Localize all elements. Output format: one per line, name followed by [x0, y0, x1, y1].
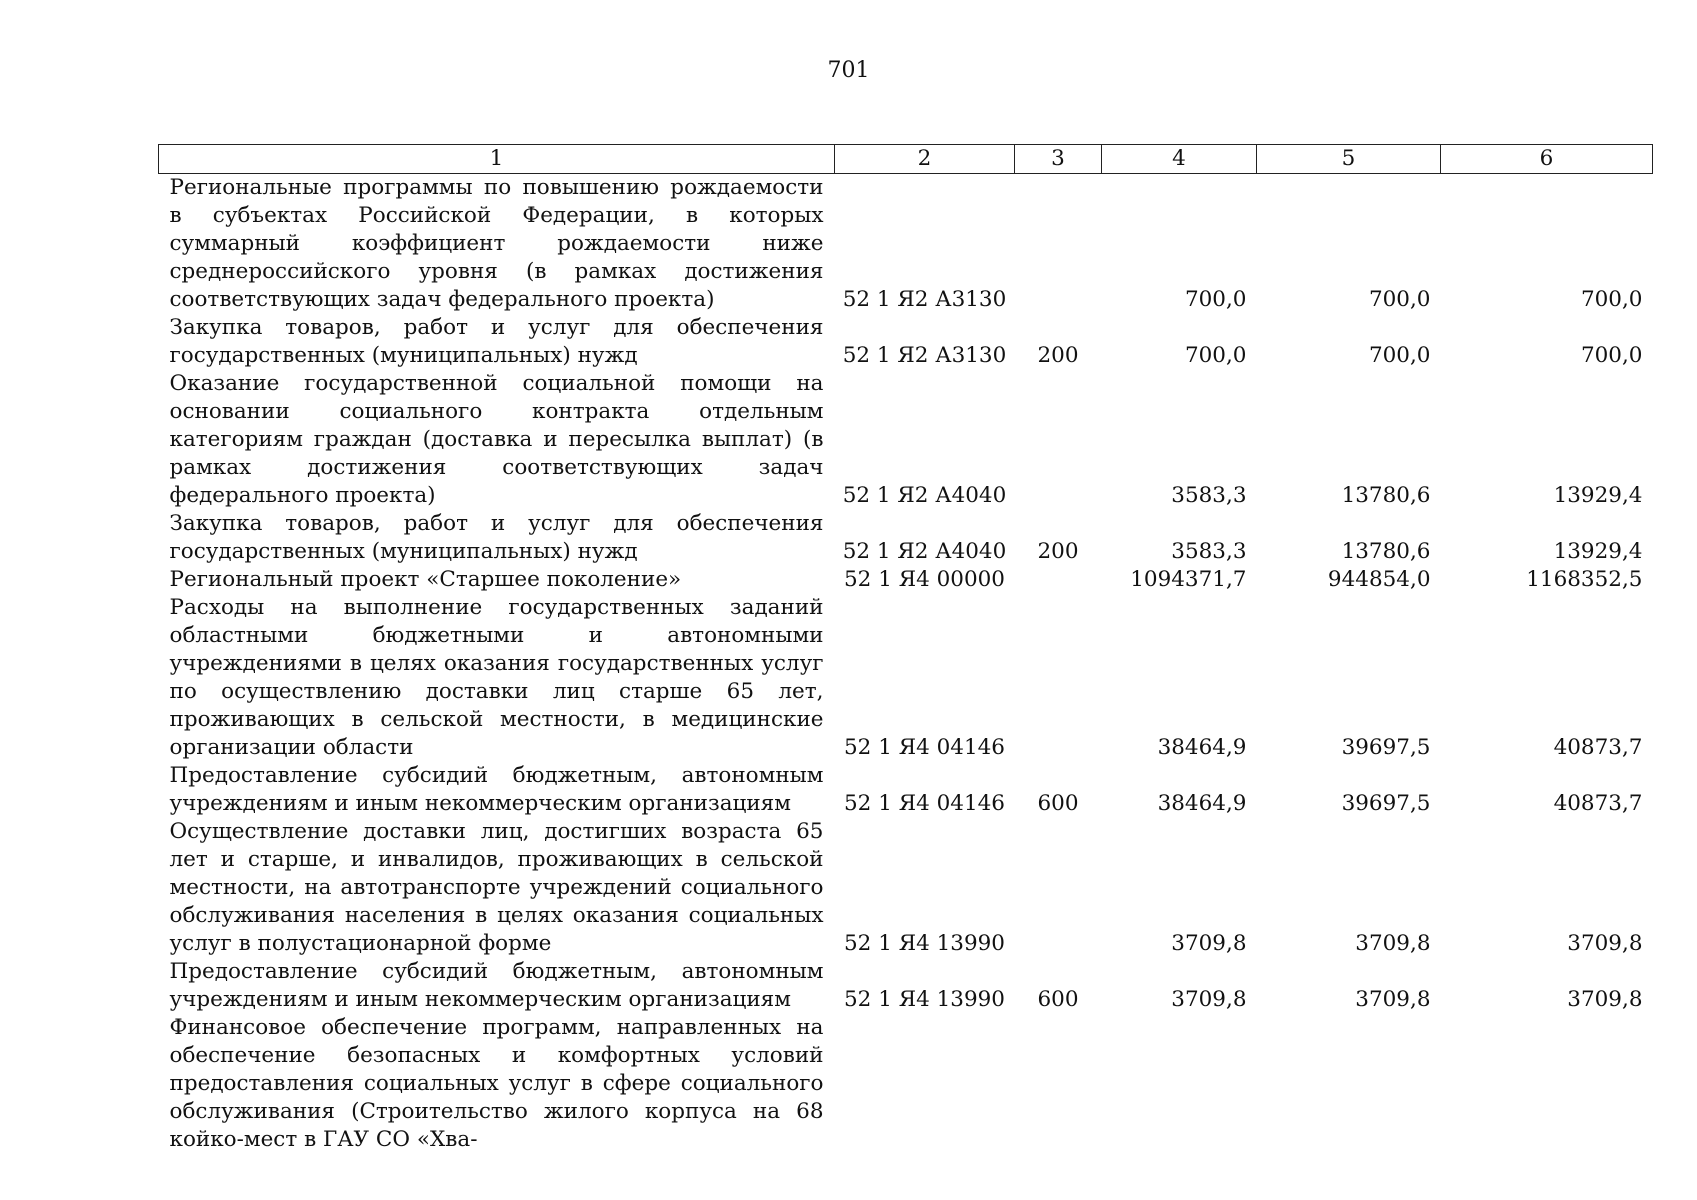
- budget-table: [158, 144, 1653, 1154]
- row-value-4: 38464,9: [1157, 791, 1247, 816]
- table-row: [159, 762, 1653, 818]
- column-header-3: 3: [1015, 145, 1102, 174]
- row-value-4: 700,0: [1184, 343, 1247, 368]
- row-code: 52 1 Я2 А3130: [842, 287, 1007, 312]
- row-name: Финансовое обеспечение программ, направленных на обеспечение безопасных и комфортных условий предоставления социальных услуг в сфере социального обслуживания (Строительство жилого корпуса на 68 койко-мест в ГАУ СО «Хва-: [169, 1015, 824, 1152]
- row-expense-type: [1015, 818, 1102, 958]
- row-code: 52 1 Я4 04146: [844, 791, 1005, 816]
- row-value-4: 700,0: [1184, 287, 1247, 312]
- table-row: [159, 370, 1653, 510]
- table-row: [159, 958, 1653, 1014]
- page-number: 701: [827, 58, 870, 83]
- table-row: [159, 510, 1653, 566]
- row-expense-type: [1015, 594, 1102, 762]
- row-value-6: 700,0: [1580, 343, 1643, 368]
- column-header-4: 4: [1102, 145, 1257, 174]
- row-code: [835, 1014, 1015, 1154]
- row-expense-type: [1015, 370, 1102, 510]
- row-value-4: 38464,9: [1157, 735, 1247, 760]
- row-value-5: 700,0: [1368, 287, 1431, 312]
- row-value-6: 3709,8: [1567, 987, 1643, 1012]
- table-row: [159, 314, 1653, 370]
- column-header-2: 2: [835, 145, 1015, 174]
- row-code: 52 1 Я4 04146: [844, 735, 1005, 760]
- row-value-4: 1094371,7: [1130, 567, 1247, 592]
- table-header-row: [159, 145, 1653, 174]
- row-name: Закупка товаров, работ и услуг для обеспечения государственных (муниципальных) нужд: [169, 511, 824, 564]
- column-header-6: 6: [1441, 145, 1653, 174]
- row-value-5: [1257, 1014, 1441, 1154]
- row-code: 52 1 Я4 00000: [844, 567, 1005, 592]
- row-value-4: 3709,8: [1171, 987, 1247, 1012]
- row-value-6: 1168352,5: [1526, 567, 1643, 592]
- row-value-5: 3709,8: [1355, 931, 1431, 956]
- row-expense-type: 200: [1037, 539, 1079, 564]
- row-code: 52 1 Я4 13990: [844, 931, 1005, 956]
- row-name: Предоставление субсидий бюджетным, автономным учреждениям и иным некоммерческим организациям: [169, 959, 824, 1012]
- row-expense-type: 600: [1037, 791, 1079, 816]
- row-value-5: 39697,5: [1341, 735, 1431, 760]
- table-row: [159, 1014, 1653, 1154]
- row-value-5: 13780,6: [1341, 539, 1431, 564]
- column-header-5: 5: [1257, 145, 1441, 174]
- row-name: Региональный проект «Старшее поколение»: [169, 567, 682, 592]
- row-code: 52 1 Я2 А4040: [842, 539, 1007, 564]
- column-header-1: 1: [159, 145, 835, 174]
- row-value-6: 3709,8: [1567, 931, 1643, 956]
- table-row: [159, 566, 1653, 594]
- row-value-4: [1102, 1014, 1257, 1154]
- row-name: Расходы на выполнение государственных заданий областными бюджетными и автономными учреждениями в целях оказания государственных услуг по осуществлению доставки лиц старше 65 лет, проживающих в сельской местности, в медицинские организации области: [169, 595, 824, 760]
- row-value-5: 700,0: [1368, 343, 1431, 368]
- row-name: Осуществление доставки лиц, достигших возраста 65 лет и старше, и инвалидов, проживающих в сельской местности, на автотранспорте учреждений социального обслуживания населения в целях оказания социальных услуг в полустационарной форме: [169, 819, 824, 956]
- row-value-4: 3583,3: [1171, 483, 1247, 508]
- row-expense-type: 600: [1037, 987, 1079, 1012]
- row-value-5: 13780,6: [1341, 483, 1431, 508]
- row-name: Закупка товаров, работ и услуг для обеспечения государственных (муниципальных) нужд: [169, 315, 824, 368]
- row-code: 52 1 Я2 А4040: [842, 483, 1007, 508]
- row-code: 52 1 Я2 А3130: [842, 343, 1007, 368]
- table-row: [159, 818, 1653, 958]
- row-value-4: 3709,8: [1171, 931, 1247, 956]
- row-value-6: 13929,4: [1553, 539, 1643, 564]
- row-code: 52 1 Я4 13990: [844, 987, 1005, 1012]
- row-name: Оказание государственной социальной помощи на основании социального контракта отдельным категориям граждан (доставка и пересылка выплат) (в рамках достижения соответствующих задач федерального проекта): [169, 371, 824, 508]
- row-name: Предоставление субсидий бюджетным, автономным учреждениям и иным некоммерческим организациям: [169, 763, 824, 816]
- row-value-6: 700,0: [1580, 287, 1643, 312]
- row-value-4: 3583,3: [1171, 539, 1247, 564]
- row-value-6: 13929,4: [1553, 483, 1643, 508]
- row-value-6: 40873,7: [1553, 735, 1643, 760]
- row-value-6: 40873,7: [1553, 791, 1643, 816]
- table-row: [159, 594, 1653, 762]
- row-expense-type: 200: [1037, 343, 1079, 368]
- row-value-5: 39697,5: [1341, 791, 1431, 816]
- row-value-5: 3709,8: [1355, 987, 1431, 1012]
- table-row: [159, 174, 1653, 315]
- row-name: Региональные программы по повышению рождаемости в субъектах Российской Федерации, в которых суммарный коэффициент рождаемости ниже среднероссийского уровня (в рамках достижения соответствующих задач федерального проекта): [169, 175, 824, 312]
- row-expense-type: [1015, 566, 1102, 594]
- row-expense-type: [1015, 1014, 1102, 1154]
- row-expense-type: [1015, 174, 1102, 315]
- row-value-6: [1441, 1014, 1653, 1154]
- row-value-5: 944854,0: [1327, 567, 1431, 592]
